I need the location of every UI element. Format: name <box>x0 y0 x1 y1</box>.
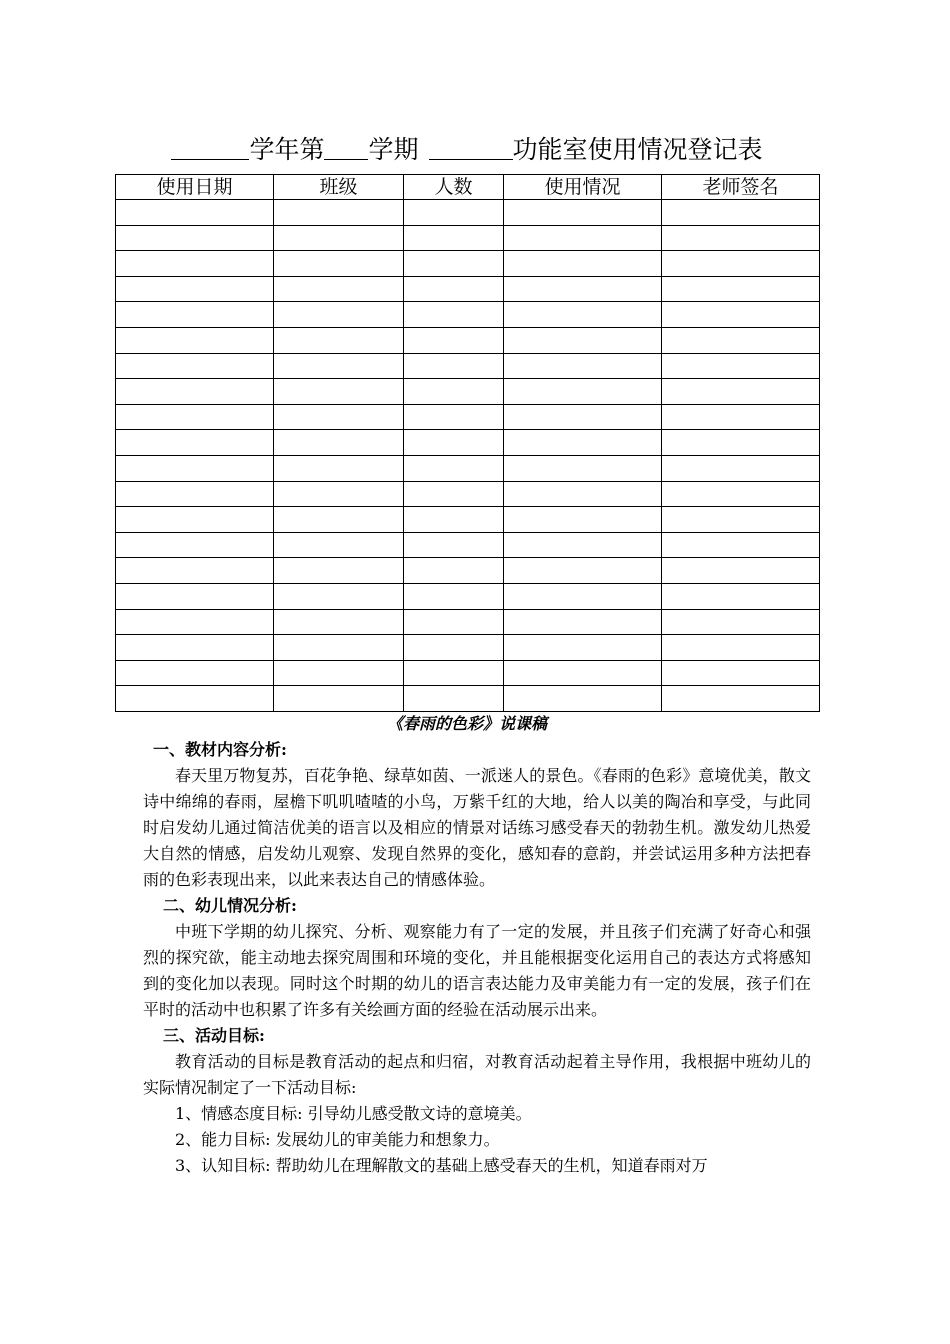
table-row <box>116 251 820 277</box>
cell-signature[interactable] <box>662 276 820 302</box>
cell-date[interactable] <box>116 481 274 507</box>
cell-count[interactable] <box>404 660 504 686</box>
cell-signature[interactable] <box>662 430 820 456</box>
table-row <box>116 276 820 302</box>
cell-class[interactable] <box>274 532 404 558</box>
cell-date[interactable] <box>116 404 274 430</box>
cell-signature[interactable] <box>662 302 820 328</box>
cell-date[interactable] <box>116 635 274 661</box>
cell-class[interactable] <box>274 404 404 430</box>
cell-class[interactable] <box>274 200 404 226</box>
title-part1: 学年第 <box>249 135 325 164</box>
cell-usage[interactable] <box>504 660 662 686</box>
cell-class[interactable] <box>274 430 404 456</box>
cell-usage[interactable] <box>504 455 662 481</box>
cell-count[interactable] <box>404 302 504 328</box>
table-row <box>116 327 820 353</box>
table-row <box>116 609 820 635</box>
cell-signature[interactable] <box>662 660 820 686</box>
cell-usage[interactable] <box>504 379 662 405</box>
cell-usage[interactable] <box>504 532 662 558</box>
cell-signature[interactable] <box>662 558 820 584</box>
cell-date[interactable] <box>116 251 274 277</box>
cell-signature[interactable] <box>662 404 820 430</box>
cell-class[interactable] <box>274 609 404 635</box>
table-row <box>116 225 820 251</box>
cell-class[interactable] <box>274 455 404 481</box>
cell-usage[interactable] <box>504 558 662 584</box>
cell-count[interactable] <box>404 251 504 277</box>
cell-count[interactable] <box>404 327 504 353</box>
cell-class[interactable] <box>274 686 404 712</box>
room-name-blank[interactable] <box>429 133 513 160</box>
cell-class[interactable] <box>274 481 404 507</box>
section2-heading: 二、幼儿情况分析: <box>163 896 297 915</box>
table-row <box>116 583 820 609</box>
column-header-class: 班级 <box>274 175 404 200</box>
cell-signature[interactable] <box>662 353 820 379</box>
table-row <box>116 686 820 712</box>
section1-paragraph: 春天里万物复苏，百花争艳、绿草如茵、一派迷人的景色。《春雨的色彩》意境优美，散文诗中绵绵的春雨，屋檐下叽叽喳喳的小鸟，万紫千红的大地，给人以美的陶冶和享受，与此同时启发幼儿通过简洁优美的语言以及相应的情景对话练习感受春天的勃勃生机。激发幼儿热爱大自然的情感，启发幼儿观察、发现自然界的变化，感知春的意韵，并尝试运用多种方法把春雨的色彩表现出来，以此来表达自己的情感体验。 <box>143 766 811 889</box>
cell-class[interactable] <box>274 302 404 328</box>
cell-usage[interactable] <box>504 635 662 661</box>
cell-date[interactable] <box>116 609 274 635</box>
cell-signature[interactable] <box>662 481 820 507</box>
title-part3: 功能室使用情况登记表 <box>512 135 763 164</box>
cell-date[interactable] <box>116 302 274 328</box>
cell-usage[interactable] <box>504 353 662 379</box>
registration-table <box>115 174 820 712</box>
cell-date[interactable] <box>116 379 274 405</box>
cell-count[interactable] <box>404 583 504 609</box>
cell-usage[interactable] <box>504 507 662 533</box>
cell-usage[interactable] <box>504 430 662 456</box>
table-row <box>116 430 820 456</box>
cell-date[interactable] <box>116 558 274 584</box>
cell-date[interactable] <box>116 353 274 379</box>
section3-paragraph: 教育活动的目标是教育活动的起点和归宿，对教育活动起着主导作用，我根据中班幼儿的实际情况制定了一下活动目标: <box>143 1052 811 1097</box>
cell-class[interactable] <box>274 251 404 277</box>
cell-count[interactable] <box>404 430 504 456</box>
goal-item: 2、能力目标: 发展幼儿的审美能力和想象力。 <box>175 1130 500 1149</box>
table-row <box>116 507 820 533</box>
cell-class[interactable] <box>274 660 404 686</box>
cell-signature[interactable] <box>662 251 820 277</box>
cell-count[interactable] <box>404 200 504 226</box>
table-row <box>116 353 820 379</box>
school-year-blank[interactable] <box>171 133 249 160</box>
table-row <box>116 379 820 405</box>
section1-heading: 一、教材内容分析: <box>153 740 287 759</box>
table-body <box>116 200 820 712</box>
cell-usage[interactable] <box>504 481 662 507</box>
cell-class[interactable] <box>274 583 404 609</box>
cell-date[interactable] <box>116 660 274 686</box>
cell-usage[interactable] <box>504 251 662 277</box>
form-title <box>115 133 819 167</box>
cell-signature[interactable] <box>662 327 820 353</box>
section2-paragraph: 中班下学期的幼儿探究、分析、观察能力有了一定的发展，并且孩子们充满了好奇心和强烈的探究欲，能主动地去探究周围和环境的变化，并且能根据变化运用自己的表达方式将感知到的变化加以表现。同时这个时期的幼儿的语言表达能力及审美能力有一定的发展，孩子们在平时的活动中也积累了许多有关绘画方面的经验在活动展示出来。 <box>143 922 811 1019</box>
cell-count[interactable] <box>404 609 504 635</box>
cell-usage[interactable] <box>504 327 662 353</box>
table-row <box>116 660 820 686</box>
table-row <box>116 481 820 507</box>
table-row <box>116 558 820 584</box>
cell-date[interactable] <box>116 686 274 712</box>
cell-usage[interactable] <box>504 302 662 328</box>
cell-date[interactable] <box>116 507 274 533</box>
cell-signature[interactable] <box>662 532 820 558</box>
cell-count[interactable] <box>404 379 504 405</box>
cell-usage[interactable] <box>504 583 662 609</box>
cell-date[interactable] <box>116 327 274 353</box>
cell-class[interactable] <box>274 507 404 533</box>
cell-usage[interactable] <box>504 200 662 226</box>
cell-usage[interactable] <box>504 686 662 712</box>
cell-class[interactable] <box>274 379 404 405</box>
cell-usage[interactable] <box>504 225 662 251</box>
cell-count[interactable] <box>404 353 504 379</box>
cell-class[interactable] <box>274 276 404 302</box>
cell-date[interactable] <box>116 532 274 558</box>
section3-heading: 三、活动目标: <box>163 1026 265 1045</box>
cell-count[interactable] <box>404 225 504 251</box>
cell-usage[interactable] <box>504 276 662 302</box>
title-part2: 学期 <box>368 135 419 164</box>
cell-count[interactable] <box>404 276 504 302</box>
cell-class[interactable] <box>274 635 404 661</box>
cell-count[interactable] <box>404 481 504 507</box>
cell-count[interactable] <box>404 404 504 430</box>
cell-signature[interactable] <box>662 455 820 481</box>
cell-count[interactable] <box>404 532 504 558</box>
cell-date[interactable] <box>116 276 274 302</box>
column-header-signature: 老师签名 <box>662 175 820 200</box>
cell-signature[interactable] <box>662 583 820 609</box>
cell-signature[interactable] <box>662 686 820 712</box>
cell-count[interactable] <box>404 686 504 712</box>
cell-date[interactable] <box>116 200 274 226</box>
semester-blank[interactable] <box>324 133 368 160</box>
lecture-title: 《春雨的色彩》说课稿 <box>386 714 547 733</box>
cell-usage[interactable] <box>504 404 662 430</box>
table-row <box>116 200 820 226</box>
table-row <box>116 302 820 328</box>
cell-signature[interactable] <box>662 225 820 251</box>
table-row <box>116 532 820 558</box>
cell-count[interactable] <box>404 635 504 661</box>
table-row <box>116 455 820 481</box>
table-row <box>116 635 820 661</box>
table-row <box>116 404 820 430</box>
cell-date[interactable] <box>116 583 274 609</box>
cell-class[interactable] <box>274 353 404 379</box>
cell-date[interactable] <box>116 455 274 481</box>
cell-count[interactable] <box>404 507 504 533</box>
cell-count[interactable] <box>404 558 504 584</box>
goal-item: 3、认知目标: 帮助幼儿在理解散文的基础上感受春天的生机，知道春雨对万 <box>175 1156 708 1175</box>
cell-signature[interactable] <box>662 379 820 405</box>
cell-class[interactable] <box>274 558 404 584</box>
column-header-date: 使用日期 <box>116 175 274 200</box>
cell-signature[interactable] <box>662 609 820 635</box>
cell-date[interactable] <box>116 225 274 251</box>
cell-class[interactable] <box>274 225 404 251</box>
column-header-usage: 使用情况 <box>504 175 662 200</box>
cell-class[interactable] <box>274 327 404 353</box>
cell-signature[interactable] <box>662 635 820 661</box>
lecture-content <box>143 737 811 1179</box>
table-header-row <box>116 175 820 200</box>
cell-count[interactable] <box>404 455 504 481</box>
cell-signature[interactable] <box>662 507 820 533</box>
goal-item: 1、情感态度目标: 引导幼儿感受散文诗的意境美。 <box>175 1104 532 1123</box>
cell-usage[interactable] <box>504 609 662 635</box>
cell-signature[interactable] <box>662 200 820 226</box>
column-header-count: 人数 <box>404 175 504 200</box>
cell-date[interactable] <box>116 430 274 456</box>
